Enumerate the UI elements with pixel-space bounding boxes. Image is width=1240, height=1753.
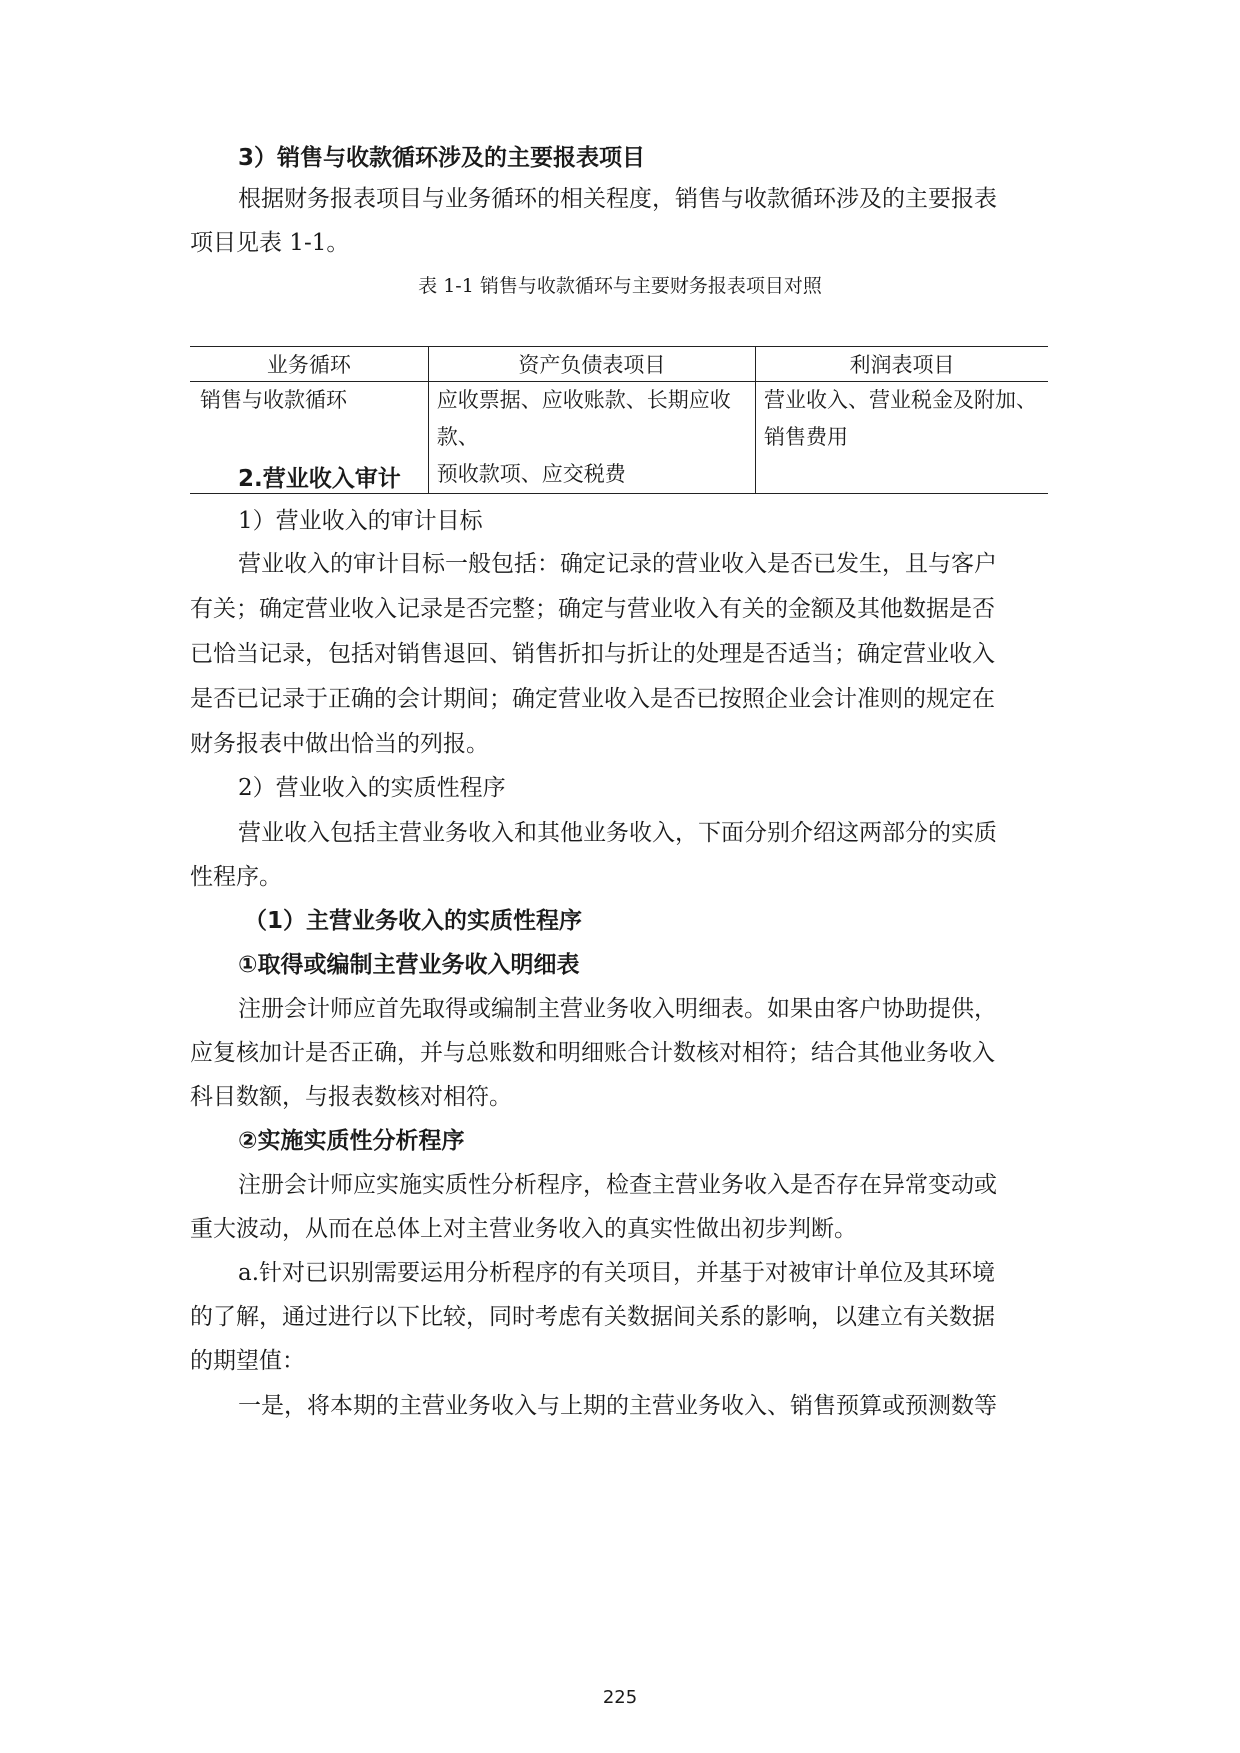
paragraph-line: 性程序。 (190, 864, 282, 890)
paragraph-line: 应复核加计是否正确，并与总账数和明细账合计数核对相符；结合其他业务收入 (190, 1040, 995, 1066)
paragraph-line: 科目数额，与报表数核对相符。 (190, 1084, 512, 1110)
paragraph-line: 项目见表 1-1。 (190, 230, 350, 256)
subsection-title: 2）营业收入的实质性程序 (238, 775, 506, 801)
subsection-heading: （1）主营业务收入的实质性程序 (244, 908, 583, 934)
paragraph-line: 一是，将本期的主营业务收入与上期的主营业务收入、销售预算或预测数等 (238, 1393, 997, 1419)
paragraph-line: a.针对已识别需要运用分析程序的有关项目，并基于对被审计单位及其环境 (238, 1260, 996, 1286)
cell-text: 营业收入、营业税金及附加、 (764, 388, 1037, 412)
section-heading: 3）销售与收款循环涉及的主要报表项目 (238, 145, 646, 171)
paragraph-line: 营业收入包括主营业务收入和其他业务收入，下面分别介绍这两部分的实质 (238, 820, 997, 846)
paragraph-line: 注册会计师应首先取得或编制主营业务收入明细表。如果由客户协助提供， (238, 996, 997, 1022)
paragraph-line: 财务报表中做出恰当的列报。 (190, 731, 489, 757)
table-header-cell: 业务循环 (190, 347, 428, 382)
paragraph-line: 的期望值： (190, 1348, 305, 1374)
table-header-cell: 利润表项目 (756, 347, 1049, 382)
subsection-title: 1）营业收入的审计目标 (238, 508, 483, 534)
item-heading: ①取得或编制主营业务收入明细表 (238, 952, 580, 978)
paragraph-line: 注册会计师应实施实质性分析程序，检查主营业务收入是否存在异常变动或 (238, 1172, 997, 1198)
cell-text: 预收款项、应交税费 (436, 462, 626, 486)
paragraph-line: 已恰当记录，包括对销售退回、销售折扣与折让的处理是否适当；确定营业收入 (190, 641, 995, 667)
paragraph-line: 营业收入的审计目标一般包括：确定记录的营业收入是否已发生，且与客户 (238, 551, 997, 577)
paragraph-line: 根据财务报表项目与业务循环的相关程度，销售与收款循环涉及的主要报表 (238, 186, 997, 212)
item-heading: ②实施实质性分析程序 (238, 1128, 465, 1154)
table-header-cell: 资产负债表项目 (428, 347, 755, 382)
paragraph-line: 有关；确定营业收入记录是否完整；确定与营业收入有关的金额及其他数据是否 (190, 596, 995, 622)
page-number: 225 (602, 1687, 638, 1708)
cell-text: 应收票据、应收账款、长期应收款、 (436, 388, 731, 449)
paragraph-line: 重大波动，从而在总体上对主营业务收入的真实性做出初步判断。 (190, 1216, 857, 1242)
table-caption: 表 1-1 销售与收款循环与主要财务报表项目对照 (418, 275, 822, 297)
table-header-row (190, 347, 1048, 382)
paragraph-line: 的了解，通过进行以下比较，同时考虑有关数据间关系的影响，以建立有关数据 (190, 1304, 995, 1330)
cell-text: 销售与收款循环 (200, 388, 347, 412)
section-title: 2.营业收入审计 (238, 466, 401, 492)
paragraph-line: 是否已记录于正确的会计期间；确定营业收入是否已按照企业会计准则的规定在 (190, 686, 995, 712)
cell-text: 销售费用 (764, 425, 848, 449)
